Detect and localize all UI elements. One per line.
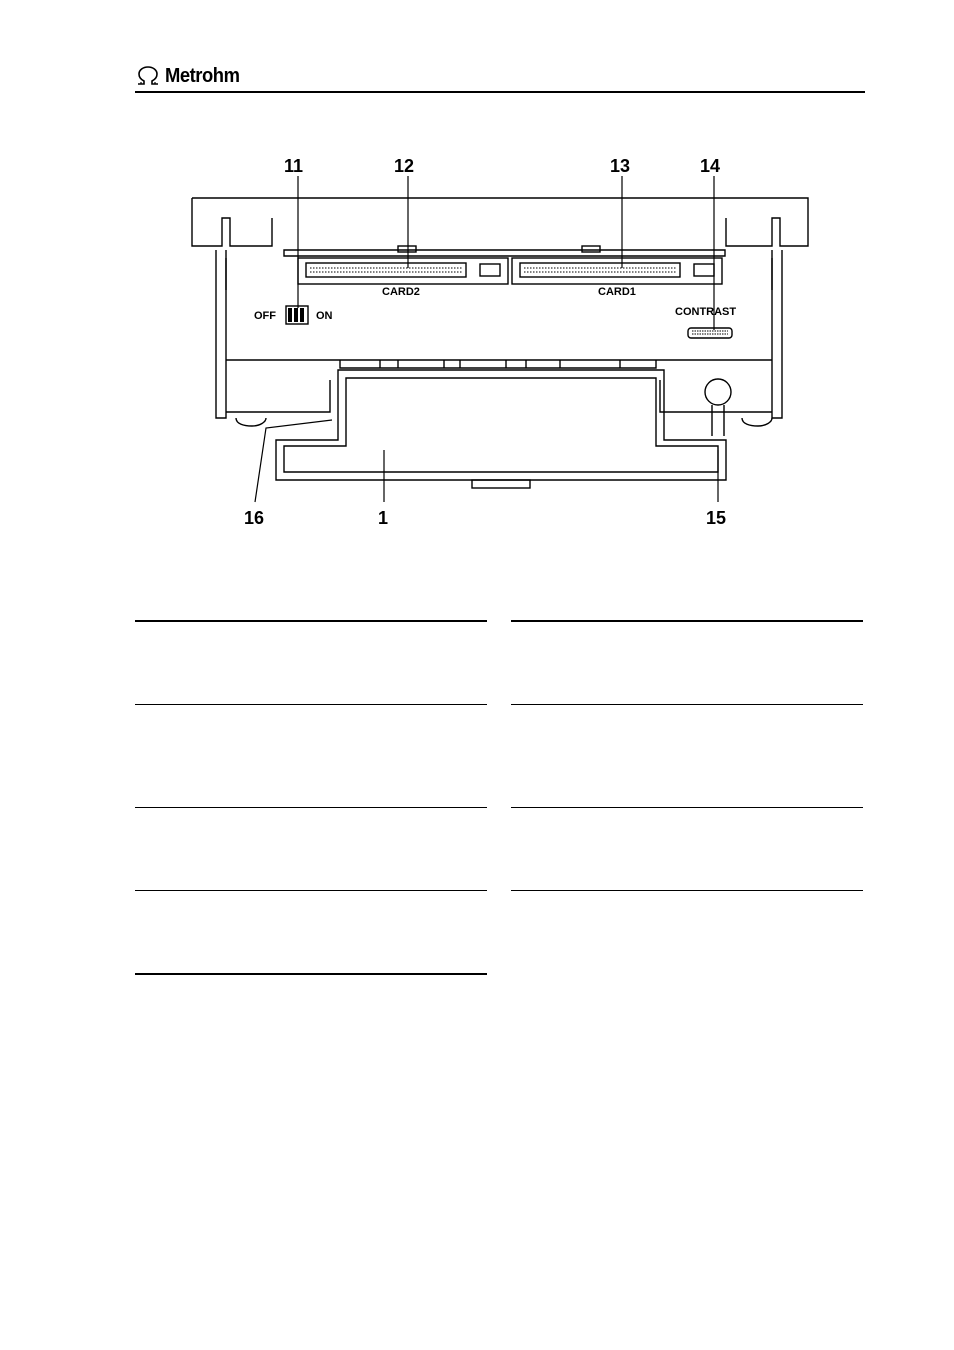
table-rule (135, 620, 487, 622)
table-rule (511, 890, 863, 891)
card1-label: CARD1 (598, 286, 636, 298)
table-rule (135, 973, 487, 975)
callout-15: 15 (706, 508, 727, 528)
switch-off-label: OFF (254, 310, 276, 322)
power-switch[interactable] (286, 306, 308, 324)
switch-on-label: ON (316, 310, 333, 322)
table-rule (135, 807, 487, 808)
callout-12: 12 (394, 156, 415, 176)
table-rule (511, 807, 863, 808)
brand-logo (135, 62, 246, 90)
table-rule (135, 890, 487, 891)
table-rule (511, 620, 863, 622)
card2-label: CARD2 (382, 286, 420, 298)
page-header (135, 62, 865, 94)
callout-14: 14 (700, 156, 721, 176)
callout-16: 16 (244, 508, 265, 528)
contrast-label: CONTRAST (675, 306, 737, 318)
device-rear-view-figure (180, 150, 820, 540)
device-drawing (180, 150, 820, 540)
callout-1: 1 (378, 508, 389, 528)
callout-11: 11 (284, 156, 304, 176)
callout-13: 13 (610, 156, 631, 176)
table-rule (511, 704, 863, 705)
brand-name: Metrohm (165, 64, 240, 87)
header-rule (135, 91, 865, 93)
omega-logo-icon (135, 65, 161, 87)
table-rule (135, 704, 487, 705)
